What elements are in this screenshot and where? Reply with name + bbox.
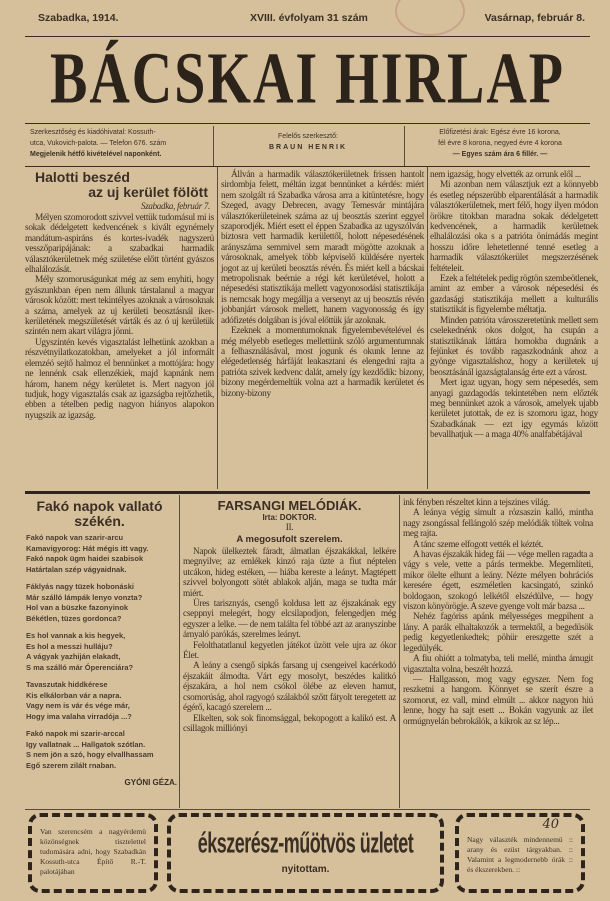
paragraph: Nehéz fagóriss apánk mélyességes megpihent a lány. A parák elhaltakozók a termektől, a begedüsök pedig kegyetlenkedtek; pöhür ereszgette szét a legedülyék. xyxy=(403,612,593,654)
poem xyxy=(22,499,177,788)
poem-stanza xyxy=(26,680,177,722)
paragraph: — Hallgasson, mog vagy egyszer. Nem fog reszketni a hangom. Könnyet se szerít észre a szomorut, ez vall, mind elmúlt ... akkor nagyon hiú lenne, hogy ha sajt esett ... Bokán vagyunk az ilet ormúgnyelán bebrokálók, a kikrok az sz lép... xyxy=(403,674,593,727)
paragraph: Ezek a feltételek pedig rögtön szembeötlenek, amint az ember a városok népesedési és gazdasági statisztikája mellett a kulturális statisztikát is figyelembe méltatja. xyxy=(430,274,598,316)
ad-left: Van szerencsém a nagyérdemü közönségnek tisztelettel tudomására adni, hogy Szabadkán Kossuth-utca Építő R.-T. palotájában xyxy=(28,813,158,893)
paragraph: A leánya végig simult a rózsaszin kalló, mintha nagy zsongással fellángoló szép melódiák töltek volna meg rajta. xyxy=(403,508,593,540)
feuilleton-byline: Irta: DOKTOR. xyxy=(262,513,317,522)
poem-line: Hol van a büszke fazonyinok xyxy=(26,603,129,612)
issue-date: Vasárnap, február 8. xyxy=(484,12,585,24)
feuilleton-part: II. xyxy=(285,523,294,533)
paragraph: Mélyen szomorodott szivvel vettük tudomásul mi is sokak dédelgetett kedvencének s kivált egynémely mandátum-aspiráns és kortes-ivadék nagyszerü vesszőparipájának: a szabadkai harmadik választókerületnek még születése előtt történt gyászos elhalálozását. xyxy=(25,213,214,276)
poem-line: Kis elkálorban vár a napra. xyxy=(26,690,122,700)
poem-line: Egő szerem zilált rnaban. xyxy=(26,760,117,770)
poem-stanza xyxy=(26,729,177,771)
office-info: Szerkesztőség és kiadóhivatal: Kossuth- utca, Vukovich-palota. — Telefon 676. szám Megjelenik hétfő kivételével naponként. xyxy=(30,129,167,158)
poem-stanza xyxy=(26,533,177,575)
poem-line: Határtalan szép vágyaidnak. xyxy=(26,564,127,574)
poem-line: Vagy nem is vár és vége már, xyxy=(26,701,130,710)
poem-line: Fakó napok van szarir-arcu xyxy=(26,533,124,542)
poem-stanza xyxy=(26,631,177,673)
ad-jeweller-headline: ékszerész-műötvös üzletet xyxy=(197,827,414,859)
handwritten-note: 40 xyxy=(542,817,559,832)
lead-article-col1 xyxy=(25,170,214,421)
paragraph: Ezeknek a momentumoknak figyelembevételével és még mélyebb esetleges mellettünk szóló argumentumnak a felhasználásával, most jogunk és okunk lenne az elégedetlenség hárfáját leakasztani és elengedni rajta a patrióta szivek kedvenc dalát, amely így kezdődik: bizony, bizony megérdemeltük volna azt a harmadik kerületet és bizony-bizony xyxy=(221,326,424,399)
poem-line: Tavaszutak hiddkérese xyxy=(26,680,108,689)
poem-line: Fáklyás nagy tüzek hobonáski xyxy=(26,582,134,591)
feuilleton-col1 xyxy=(183,498,396,734)
poem-line: Hogy ima valaha virradója ...? xyxy=(26,711,132,721)
paragraph: Elkelten, sok sok finomsággal, bekopogott a kalikó est. A csillagok milliónyi xyxy=(183,713,396,734)
lead-article-col3 xyxy=(430,170,598,441)
paragraph: A tánc szeme elfogott vették el kéztét. xyxy=(413,539,544,550)
ad-jeweller xyxy=(167,813,444,893)
poem-title: Fakó napok vallató székén. xyxy=(36,498,163,529)
paragraph: Üres tarisznyás, csengő koldusa lett az éjszakának egy cseppnyi melegért, hogy elcsilapodjon, felengedjen még egyszer a lelke. — de nem találta fel többé azt az aranyszinbe árnyaló parókás, szerelmes leányt. xyxy=(183,599,396,641)
poem-line: A vágyak yazhiján elakadt, xyxy=(26,652,121,661)
paragraph: Napok ülelkeztek fáradt, álmatlan éjszakákkal, lelkére megnyilve; az emlékek kinzó raja üzte a fiut néptelen utcákon, hideg estéken, — hiába kereste a leányt. Magtépett szivvel bolyongott sötét ablakok alján, maga se tudta már miért. xyxy=(183,547,396,599)
lead-title-line1: Halotti beszéd xyxy=(35,169,130,185)
masthead: BÁCSKAI HIRLAP xyxy=(50,38,565,120)
editor-info: Felelős szerkesztő: BRAUN HENRIK xyxy=(268,133,348,151)
poem-line: Es hol a messzi hulláju? xyxy=(26,641,113,651)
poem-line: Es hol vannak a kis hegyek, xyxy=(26,631,126,640)
paragraph: Mi azonban nem választjuk ezt a könnyebb és esetleg népszerübb elparentálását a harmadik választókerületnek, mert félő, hogy ilyen módon örökre titokban maradna sokak dédelgetett kedvencének, a harmadik kerületnek elhalálozási oka s a patrióta önimádás megint hosszu időre lehetetlenné tenné esetleg a harmadik választókerület megszerzésének feltételeit. xyxy=(430,180,598,274)
paragraph: ink fényben részeltet kinn a tejszines világ. xyxy=(403,498,550,508)
subscription-info: Előfizetési árak: Egész évre 16 korona, fél évre 8 korona, negyed évre 4 korona — Egyes szám ára 6 fillér. — xyxy=(438,129,562,158)
poem-line: Fakó napok mi szarir-arccal xyxy=(26,729,125,738)
poem-line: Fakó napok ügm haidei szabisok xyxy=(26,554,144,563)
poem-line: S ma szálló már Óperenciára? xyxy=(26,662,134,672)
paragraph: Mély szomoruságunkat még az sem enyhiti, hogy gyászunkban épen nem állunk társtalanul a magyar városok között: mert tekintélyes azoknak a városoknak a száma, amelyek az uj kerületi beosztásnál iker-kerületének megszületését várták és az ó uj kerületük szintén nem akart világra jönni. xyxy=(25,275,214,338)
dateline: Szabadka, február 7. xyxy=(141,201,210,211)
poem-line: S nem jön a szó, hogy elvallhassam xyxy=(26,750,154,759)
poem-line: Már szálló lámpák lenyo vonzta? xyxy=(26,592,143,602)
poem-line: Békétlen, tüzes gordonca? xyxy=(26,613,122,623)
lead-article-col2 xyxy=(221,170,424,399)
paragraph: A leány a csengő sipkás farsang uj csengeivel kacérkodó éjszakáit álmodta. Várt egy mosolyt, beszédes kalitkó éjszakára, a hol nem csókol ölébe az eleven hamut, csomorúság, ahol ragyogó szálakból szőtt fátyolt teregetett az égérő, kacagó szerelem ... xyxy=(183,661,396,714)
paragraph: A fiu ohiótt a tolmatyba, teli mellé, mintha ámugit vigasztalta volna, beszélt hozzá. xyxy=(403,654,593,675)
feuilleton-title: FARSANGI MELÓDIÁK. xyxy=(217,498,362,513)
paragraph: Állván a harmadik választókerületnek frissen hantolt sirdombja felett, méltán izgat bennünket a kérdés: miért nem szolgált rá Szabadka városa arra a kitüntetésre, hogy Szeged, avagy Debrecen, avagy Temesvár mintájára választókerületeinek száma az uj beosztás szerint eggyel szaporodjék. Miért esett el éppen Szabadka az ugyszólván biztosra vett harmadik kerülettől, holott népesedésének arányszáma semmivel sem maradt mögötte azoknak a városoknak, amelyek több képviselő küldésére nyertek jogot az uj kerületi beosztás révén. És miért kell a bácskai metropolisnak beérnie a régi két kerületével, holott a népesedési statisztikája mellett vagyonosodási statisztikája is nemcsak hogy megállja a versenyt az uj beosztás révén jobbanjárt városok mellett, hanem vagyonosság és így adófizetés dolgában is jóval előttük jár azoknak. xyxy=(221,170,424,326)
paragraph: nem igazság, hogy elvették az orrunk elől ... xyxy=(430,170,581,180)
feuilleton-col2 xyxy=(403,498,593,727)
ad-right: 40 Nagy választék mindennemü :: arany és ezüst tárgyakban. :: Valamint a legmodernebb órák :: és ékszerekben. :: xyxy=(455,813,585,893)
paragraph: Minden patrióta városszeretetünk mellett sem cselekednénk okos dolgot, ha csupán a statisztikának láttára homokba dugnánk a fejünket és tovább ragaszkodnánk ahoz a gyönge vigasztaláshoz, hogy a kerületek uj beosztásánál igazságtalanság érte ezt a várost. xyxy=(430,315,598,378)
poem-line: Igy vallatnak ... Hallgatok szótlan. xyxy=(26,739,146,749)
volume-number: XVIII. évfolyam 31 szám xyxy=(250,12,368,24)
lead-title-line2: az uj kerület fölött xyxy=(88,184,208,200)
poem-stanza xyxy=(26,582,177,624)
poem-line: Kamavigyorog: Hát mégis itt vagy. xyxy=(26,543,149,553)
paragraph: Ugyszintén kevés vigasztalást lelhetünk azokban a részvétnyilatkozatokban, amelyeket a jól informált elemzéó sejtő halmoz el bennünket a mottójára: hogy ne lennénk csak ellenzékiek, majd kapnánk nem három, hanem négy kerületet is. Mert nagyon jól tudjuk, hogy vigasztalás csak az igazságba rejtőzhetik, ebben a tételben pedig nagyon hiányos alapokon nyugszik az igazság. xyxy=(25,337,214,421)
paragraph: A havas éjszakák hideg fái — vége mellen ragadta a vágy s vele, vette a párás termekbe. Megemlíteti, mikor ölelte elhunt a leány. Nézte mélyen bohrációs keresére égett, eszméletlen kacsingató, szinkó boldogaon, szokogó lelkétől elszédülve, — hogy viszon könyörögje. A szeve gyenge volt már bazsa ... xyxy=(403,550,593,613)
poem-author: GYÓNI GÉZA. xyxy=(124,778,177,787)
ad-jeweller-sub: nyitottam. xyxy=(281,864,330,875)
paragraph: Mert igaz ugyan, hogy sem népesedés, sem anyagi gazdagodás tekintetében nem előzték meg bennünket azok a városok, amelyek ujabb kerületet jutottak, de ez is szomoru igaz, hogy Szabadkának — ezt igy egymás között bevallhatjuk — a maga 40% analfabétájával xyxy=(430,378,598,441)
place-year: Szabadka, 1914. xyxy=(38,12,119,24)
feuilleton-subtitle: A megosufolt szerelem. xyxy=(236,534,343,545)
paragraph: Felolthatatlanul kegyetlen játékot üzött vele ujra az ókor Élet. xyxy=(183,640,396,662)
